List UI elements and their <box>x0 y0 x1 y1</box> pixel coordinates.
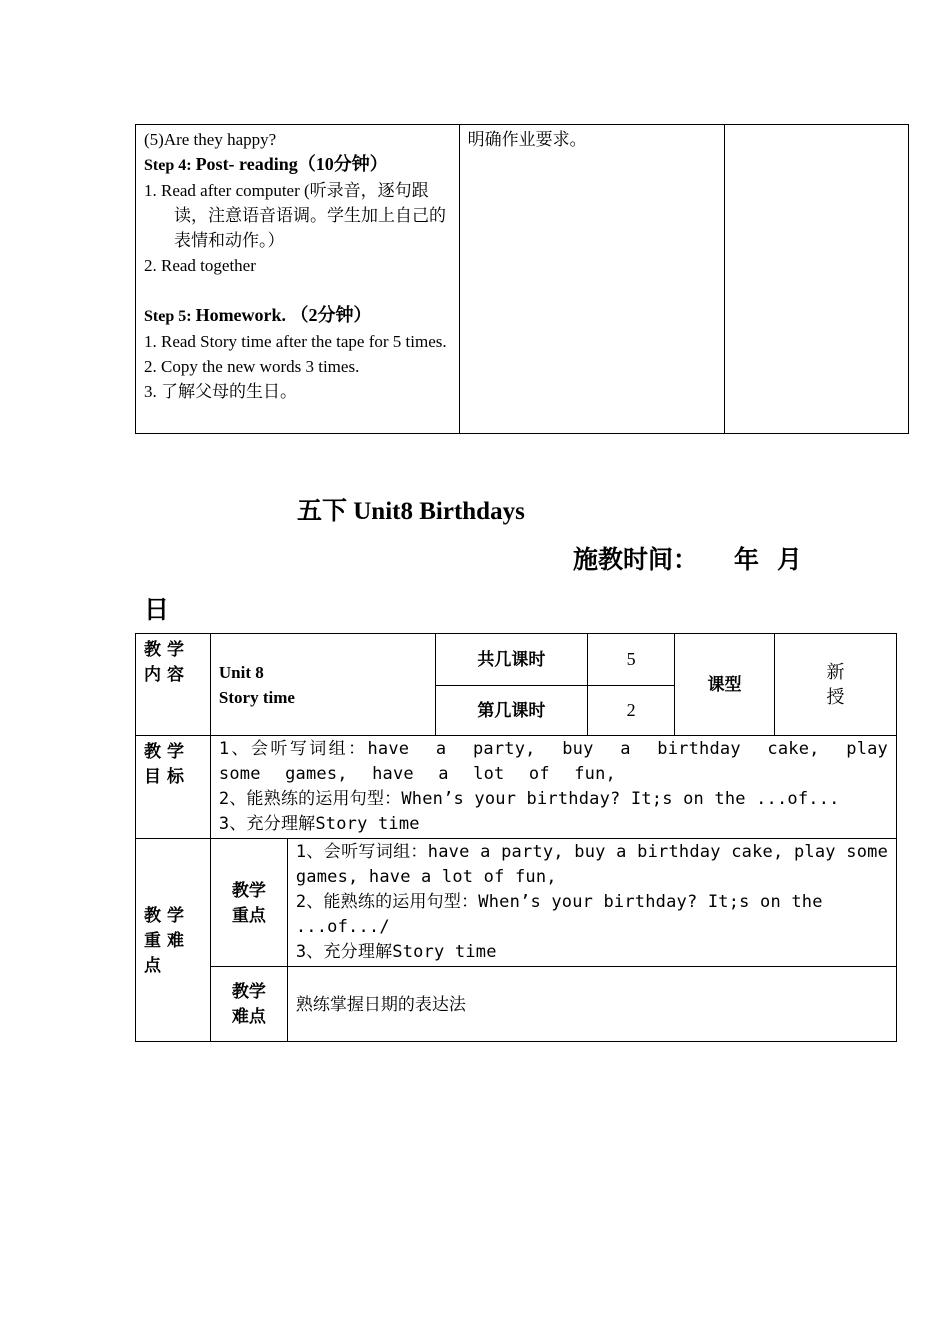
current-period-value: 2 <box>588 686 675 736</box>
content-label: 教学内容 <box>136 634 211 736</box>
key-difficult-label: 教学重难点 <box>136 839 211 1042</box>
spacer <box>144 278 451 303</box>
lesson-info-table <box>135 633 897 1042</box>
key-point-2: 2、能熟练的运用句型：When’s your birthday? It;s on the ...of.../ <box>295 892 823 937</box>
key-point-3: 3、充分理解Story time <box>295 942 497 962</box>
step4-item-1: 1. Read after computer (听录音，逐句跟读，注意语音语调。学生加上自己的表情和动作。） <box>144 181 446 250</box>
purpose-cell: 明确作业要求。 <box>459 125 725 434</box>
lesson-type-value: 新授 <box>774 634 896 736</box>
teaching-time-label: 施教时间： <box>573 547 699 574</box>
step5-heading: Step 5: Homework. （2分钟） <box>144 305 372 325</box>
question-line: (5)Are they happy? <box>144 130 277 149</box>
lesson-type-label: 课型 <box>675 634 775 736</box>
content-value: Unit 8 Story time <box>210 634 435 736</box>
key-points-label: 教学重点 <box>210 839 287 967</box>
notes-cell <box>725 125 909 434</box>
goals-cell <box>210 736 896 839</box>
difficult-points-cell: 熟练掌握日期的表达法 <box>287 967 896 1042</box>
day-label: 日 <box>144 597 170 624</box>
teaching-time-line <box>573 540 802 576</box>
current-period-label: 第几课时 <box>435 686 588 736</box>
goals-label: 教学目标 <box>136 736 211 839</box>
goal-2: 2、能熟练的运用句型：When’s your birthday? It;s on the ...of... <box>218 789 840 809</box>
key-points-cell <box>287 839 896 967</box>
key-point-1: 1、会听写词组：have a party, buy a birthday cake, play some games, have a lot of fun, <box>295 842 888 887</box>
goal-3: 3、充分理解Story time <box>218 814 420 834</box>
step5-item-2: 2. Copy the new words 3 times. <box>144 357 360 376</box>
goal-1: 1、会听写词组：have a party, buy a birthday cake, play some games, have a lot of fun, <box>218 739 888 784</box>
total-periods-value: 5 <box>588 634 675 686</box>
step5-item-1: 1. Read Story time after the tape for 5 times. <box>144 332 447 351</box>
steps-cell <box>136 125 460 434</box>
month-label: 月 <box>777 547 803 574</box>
lesson-steps-table <box>135 124 909 434</box>
step4-item-2: 2. Read together <box>144 256 256 275</box>
step4-heading: Step 4: Post- reading（10分钟） <box>144 154 388 174</box>
document-title: 五下 Unit8 Birthdays <box>297 498 525 525</box>
total-periods-label: 共几课时 <box>435 634 588 686</box>
year-label: 年 <box>734 547 760 574</box>
step5-item-3: 3. 了解父母的生日。 <box>144 382 297 401</box>
difficult-points-label: 教学难点 <box>210 967 287 1042</box>
